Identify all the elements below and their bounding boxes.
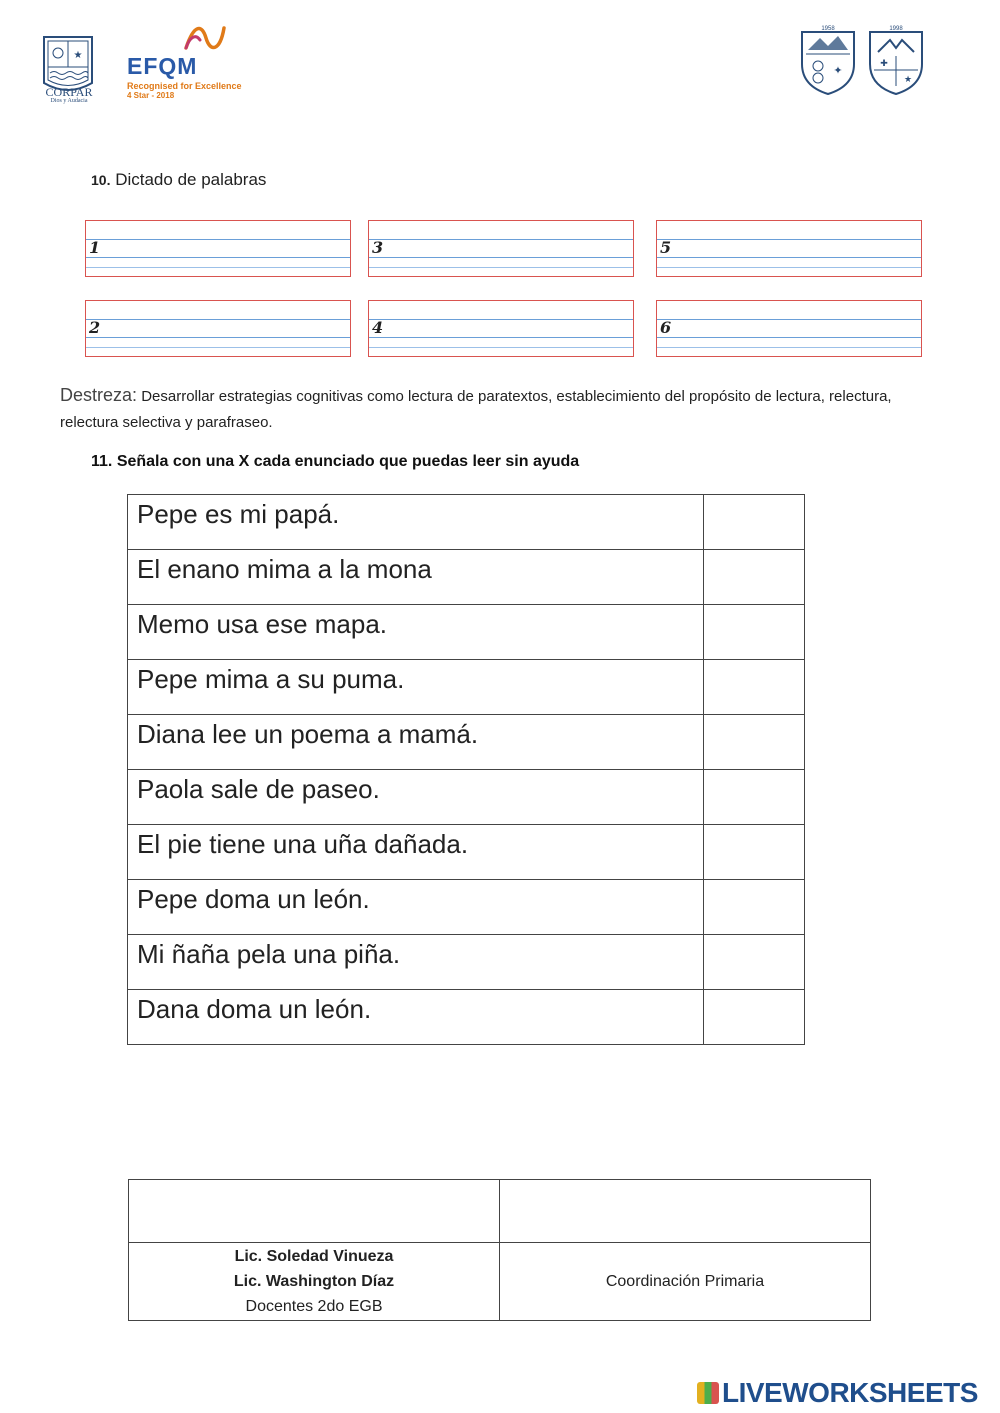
efqm-recognition: Recognised for Excellence [127, 81, 242, 91]
check-cell[interactable] [704, 550, 805, 605]
sentence-cell: Paola sale de paseo. [128, 770, 704, 825]
question-11-title [91, 453, 579, 471]
table-row [128, 605, 805, 660]
dictation-box[interactable] [656, 220, 922, 277]
table-row [128, 715, 805, 770]
teacher-role: Docentes 2do EGB [245, 1298, 383, 1315]
dictation-box[interactable] [656, 300, 922, 357]
sentence-cell: Pepe doma un león. [128, 880, 704, 935]
svg-text:★: ★ [73, 50, 83, 61]
liveworksheets-brand [697, 1377, 978, 1409]
sentence-cell: Memo usa ese mapa. [128, 605, 704, 660]
corpar-motto: Dios y Audacia [50, 98, 88, 104]
question-11-number: 11. [91, 453, 113, 470]
check-cell[interactable] [704, 495, 805, 550]
dictation-box-number: 2 [89, 318, 101, 337]
question-10-number: 10. [91, 172, 111, 188]
check-cell[interactable] [704, 990, 805, 1045]
table-row [128, 825, 805, 880]
skill-description [60, 382, 940, 436]
school-shield-icon [866, 24, 926, 96]
dictation-box[interactable] [368, 220, 634, 277]
signature-table [128, 1179, 871, 1321]
teacher-name-1: Lic. Soledad Vinueza [234, 1248, 394, 1265]
liveworksheets-wordmark: LIVEWORKSHEETS [722, 1377, 978, 1408]
dictation-box-number: 4 [372, 318, 384, 337]
check-cell[interactable] [704, 935, 805, 990]
table-row [128, 935, 805, 990]
teachers-cell [129, 1243, 500, 1321]
svg-text:✦: ✦ [833, 65, 843, 77]
dictation-box-number: 3 [372, 238, 384, 257]
sentence-cell: El enano mima a la mona [128, 550, 704, 605]
check-cell[interactable] [704, 880, 805, 935]
table-row [128, 770, 805, 825]
corpar-name: CORPAR [45, 85, 93, 99]
table-row [128, 990, 805, 1045]
efqm-logo-icon [180, 22, 230, 54]
sentence-cell: El pie tiene una uña dañada. [128, 825, 704, 880]
table-row [128, 495, 805, 550]
dictation-box[interactable] [368, 300, 634, 357]
coordination-signature-cell [500, 1180, 871, 1243]
check-cell[interactable] [704, 715, 805, 770]
question-10-text: Dictado de palabras [115, 170, 267, 189]
table-row [128, 660, 805, 715]
dictation-box[interactable] [85, 220, 351, 277]
sentence-cell: Dana doma un león. [128, 990, 704, 1045]
sentence-cell: Pepe mima a su puma. [128, 660, 704, 715]
svg-text:✚: ✚ [880, 58, 888, 68]
dictation-box-number: 6 [660, 318, 672, 337]
table-row [128, 880, 805, 935]
sentence-cell: Mi ñaña pela una piña. [128, 935, 704, 990]
shield-year-right: 1998 [889, 26, 903, 32]
skill-text: Desarrollar estrategias cognitivas como lectura de paratextos, establecimiento del propósito de lectura, relectura, relectura selectiva y parafraseo. [60, 388, 892, 431]
coordination-cell: Coordinación Primaria [500, 1243, 871, 1321]
school-shield-icon [798, 24, 858, 96]
table-row [128, 550, 805, 605]
svg-text:★: ★ [903, 74, 913, 84]
check-cell[interactable] [704, 605, 805, 660]
check-cell[interactable] [704, 825, 805, 880]
dictation-box-number: 5 [660, 238, 672, 257]
reading-checklist-table [127, 494, 805, 1045]
skill-label: Destreza: [60, 385, 138, 405]
dictation-box[interactable] [85, 300, 351, 357]
efqm-rating: 4 Star - 2018 [127, 91, 175, 100]
question-11-text: Señala con una X cada enunciado que puedas leer sin ayuda [116, 453, 580, 470]
dictation-box-number: 1 [89, 238, 101, 257]
teacher-name-2: Lic. Washington Díaz [233, 1273, 395, 1290]
check-cell[interactable] [704, 660, 805, 715]
check-cell[interactable] [704, 770, 805, 825]
teacher-signature-cell [129, 1180, 500, 1243]
sentence-cell: Pepe es mi papá. [128, 495, 704, 550]
liveworksheets-logo-icon [697, 1382, 719, 1404]
shield-year-left: 1958 [821, 26, 835, 32]
sentence-cell: Diana lee un poema a mamá. [128, 715, 704, 770]
question-10-title [91, 170, 266, 190]
efqm-name: EFQM [127, 53, 198, 79]
